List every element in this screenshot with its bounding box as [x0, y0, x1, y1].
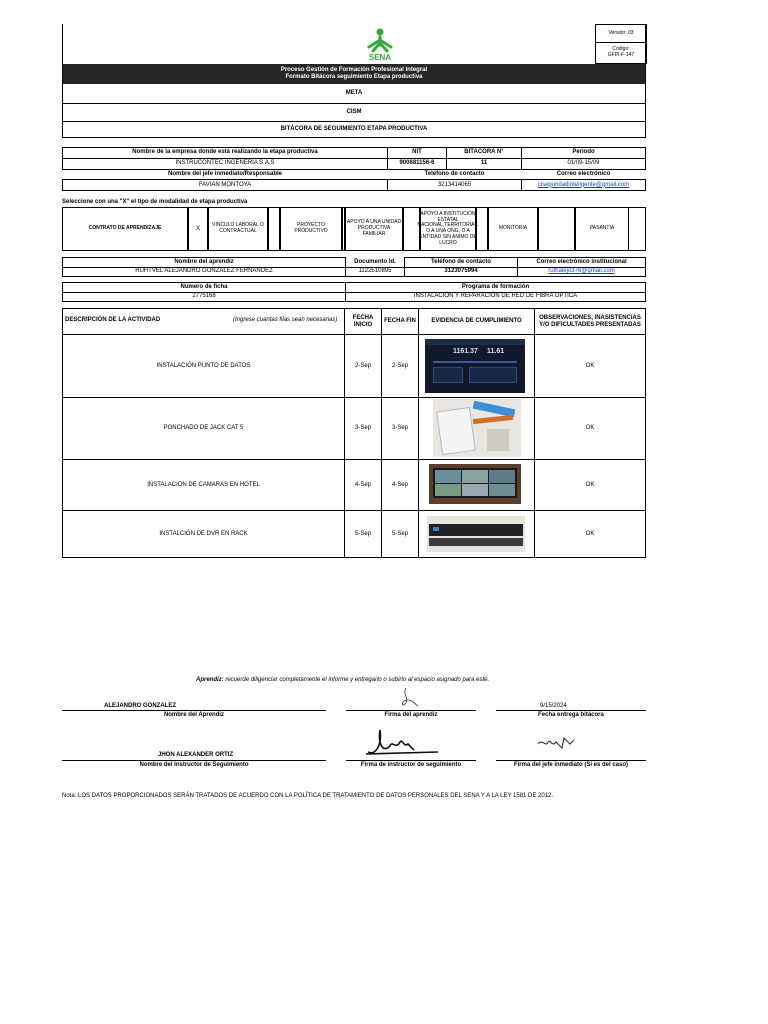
boss-phone-label: Teléfono de contacto [424, 170, 485, 177]
activity-desc: PONCHADO DE JACK CAT 5 [63, 398, 345, 459]
activity-start: 2-Sep [345, 335, 382, 397]
activity-desc: INSTALCIÓN DE DVR EN RACK [63, 511, 345, 557]
code-box [595, 42, 647, 64]
activity-end: 4-Sep [382, 460, 419, 510]
cism-row [63, 104, 645, 122]
end-header: FECHA FIN [382, 309, 419, 335]
instructor-signature-line [346, 760, 476, 761]
table-row [63, 398, 645, 460]
modality-checkbox[interactable] [538, 208, 575, 250]
bitacora-number: 11 [447, 158, 522, 169]
modality-option-label: VÍNCULO LABORAL O CONTRACTUAL [212, 222, 264, 234]
evidence-photo-jack [433, 399, 521, 457]
reminder-text: recuerde diligenciar completamente el informe y entregarlo o subirlo al espacio asignado para este. [225, 677, 490, 683]
modality-mark: X [195, 225, 200, 232]
modality-option [345, 208, 403, 250]
activity-end: 5-Sep [382, 511, 419, 557]
modality-option [488, 208, 538, 250]
instructor-signature [362, 724, 442, 758]
instructor-name-caption: Nombre del Instructor de Seguimiento [139, 762, 249, 768]
signature-icon [362, 724, 442, 758]
meta-row [63, 84, 645, 104]
apprentice-name-caption: Nombre del Aprendiz [163, 712, 225, 718]
desc-header: DESCRIPCIÓN DE LA ACTIVIDAD [65, 317, 161, 323]
nit-label: NIT [388, 148, 447, 159]
desc-header-cell [63, 309, 345, 335]
bitacora-title-row [63, 122, 645, 138]
period-label: Periodo [522, 148, 646, 159]
version-label: Versión: 03 [608, 29, 634, 36]
evidence-cell [419, 460, 535, 510]
activities-table [62, 308, 646, 558]
apprentice-table [62, 257, 646, 277]
apprentice-signature [392, 686, 422, 710]
company-name-label: Nombre de la empresa donde está realizando la etapa productiva [63, 148, 388, 159]
modality-option [575, 208, 629, 250]
boss-signature-caption: Firma del jefe inmediato (Si es del caso) [513, 762, 629, 768]
apprentice-phone-label: Teléfono de contacto [405, 258, 518, 268]
modality-option-label: MONITORIA [498, 225, 528, 232]
activity-start: 4-Sep [345, 460, 382, 510]
modality-checkbox[interactable] [268, 208, 280, 250]
boss-signature [536, 734, 576, 752]
process-title: Proceso Gestión de Formación Profesional Integral [280, 67, 428, 74]
desc-hint: (Ingrese cuantas filas sean necesarias) [233, 317, 338, 323]
evidence-photo-cameras [429, 464, 521, 504]
header-block [62, 24, 646, 138]
code-value: GFPI-F-147 [607, 52, 635, 58]
activity-obs: OK [585, 362, 595, 369]
apprentice-signature-line [346, 710, 476, 711]
version-box [595, 24, 647, 43]
boss-label: Nombre del jefe inmediato/Responsable [167, 170, 283, 177]
apprentice-name-label: Nombre del aprendiz [63, 258, 346, 268]
activity-desc: INSTALACION DE CAMARAS EN HOTEL [63, 460, 345, 510]
boss-email-link[interactable]: ciseguridadinteligente@gmail.com [537, 181, 630, 188]
activity-start: 3-Sep [345, 398, 382, 459]
nit-value: 900681156-6 [388, 158, 447, 169]
modality-option-label: APOYO A INSTITUCIÓN ESTATAL NACIONAL,TERRITORIAL, O A UNA ONG, O A ENTIDAD SIN ANIMO DE LUCRO [417, 210, 479, 246]
modality-option [208, 208, 268, 250]
sena-logo-icon [361, 27, 399, 63]
modality-option-label: PROYECTO PRODUCTIVO [294, 222, 328, 234]
evidence-photo-screen [425, 339, 525, 393]
reminder-bold: Aprendiz: [196, 677, 224, 683]
meta-label: META [345, 90, 363, 97]
apprentice-name: RUHTVEL ALEJANDRO GONZALEZ FERNANDEZ [63, 267, 346, 277]
signature-icon [536, 734, 576, 752]
apprentice-doc: 1122510895 [346, 267, 405, 277]
modality-checkbox[interactable] [188, 208, 208, 250]
boss-signature-line [496, 760, 646, 761]
apprentice-name-line [62, 710, 326, 711]
evidence-cell [419, 335, 535, 397]
instructor-name-line [62, 760, 326, 761]
format-title: Formato Bitácora seguimiento Etapa productiva [285, 74, 423, 80]
screen-readout-2: 11.61 [487, 348, 505, 355]
modality-checkbox[interactable] [476, 208, 488, 250]
activity-obs: OK [585, 481, 595, 488]
delivery-date-line [496, 710, 646, 711]
sena-logo-text: SENA [368, 53, 392, 62]
table-row [63, 460, 645, 511]
evidence-header: EVIDENCIA DE CUMPLIMIENTO [419, 309, 535, 335]
sena-logo [361, 27, 399, 63]
reminder [196, 677, 616, 684]
modality-row [62, 207, 646, 251]
activity-end: 2-Sep [382, 335, 419, 397]
modality-option-label: PASANTIA [589, 225, 615, 232]
apprentice-doc-label: Documento Id. [346, 258, 405, 268]
boss-phone: 3213414065 [388, 180, 522, 191]
company-name: INSTRUCONTEC INGENERIA S.A.S [63, 158, 388, 169]
signature-icon [392, 686, 422, 710]
program-label: Programa de formación [346, 283, 646, 293]
modality-option-label: APOYO A UNA UNIDAD PRODUCTIVA FAMILIAR [346, 219, 402, 237]
modality-prompt: Seleccione con una "X" el tipo de modalidad de etapa productiva [62, 199, 248, 205]
apprentice-name-signed: ALEJANDRO GONZALEZ [104, 703, 176, 709]
period-value: 01/09-15/09 [522, 158, 646, 169]
activity-end: 3-Sep [382, 398, 419, 459]
apprentice-email-link[interactable]: ruthalejo376@gmail.com [548, 268, 615, 275]
table-row [63, 335, 645, 398]
apprentice-phone: 3123075994 [405, 267, 518, 277]
cism-label: CISM [346, 109, 362, 116]
evidence-photo-dvr [427, 516, 525, 552]
screen-readout-1: 1161.37 [453, 348, 478, 355]
apprentice-email-label: Correo electrónico institucional [518, 258, 646, 268]
delivery-date: 9/15/2024 [540, 703, 567, 709]
program-value: INSTALACIÓN Y REPARACIÓN DE RED DE FIBRA OPTICA [346, 292, 646, 302]
instructor-name: JHON ALEXANDER ORTIZ [158, 752, 234, 758]
process-band [63, 64, 645, 84]
activity-obs: OK [585, 530, 595, 537]
activity-start: 5-Sep [345, 511, 382, 557]
code-label: Código: [612, 46, 630, 53]
boss-name: FAVIAN MONTOYA [63, 180, 388, 191]
evidence-cell [419, 398, 535, 459]
table-row [63, 511, 645, 557]
apprentice-signature-caption: Firma del aprendiz [384, 712, 438, 718]
activity-desc: INSTALACIÓN PUNTO DE DATOS [63, 335, 345, 397]
boss-email-label: Correo electrónico [556, 170, 611, 177]
activity-obs: OK [585, 425, 595, 432]
privacy-note: Nota: LOS DATOS PROPORCIONADOS SERÁN TRATADOS DE ACUERDO CON LA POLÍTICA DE TRATAMIENTO DE DATOS PERSONALES DEL SENA Y A LA LEY 1581 DE 2012. [62, 793, 554, 799]
page-title: BITÁCORA DE SEGUIMIENTO ETAPA PRODUCTIVA [280, 126, 428, 133]
instructor-signature-caption: Firma de instructor de seguimiento [360, 762, 462, 768]
bitacora-number-label: BITACORA N° [447, 148, 522, 159]
start-header: FECHA INICIO [345, 309, 382, 335]
company-table [62, 147, 646, 191]
ficha-value: 2775168 [63, 292, 346, 302]
modality-checkbox[interactable] [629, 208, 645, 250]
evidence-cell [419, 511, 535, 557]
obs-header: OBSERVACIONES, INASISTENCIAS Y/O DIFICULTADES PRESENTADAS [535, 309, 645, 335]
modality-option-label: CONTRATO DE APRENDIZAJE [88, 225, 162, 232]
modality-option [63, 208, 188, 250]
modality-option [280, 208, 342, 250]
modality-option [417, 208, 479, 250]
ficha-label: Número de ficha [63, 283, 346, 293]
delivery-date-caption: Fecha entrega bitácora [538, 712, 604, 718]
program-table [62, 282, 646, 302]
